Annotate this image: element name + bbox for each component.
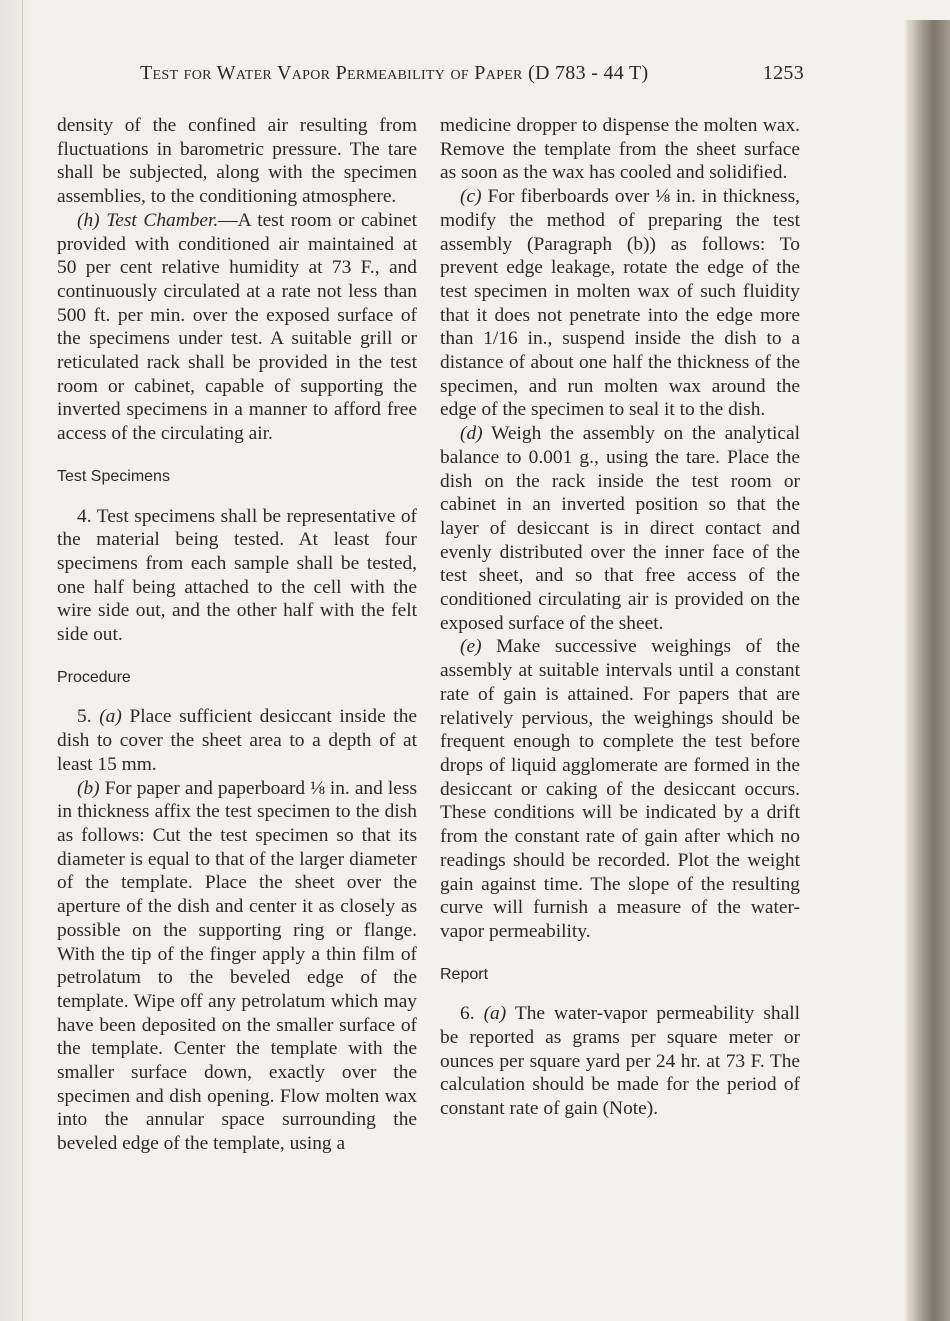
paragraph-6a <box>440 1002 800 1121</box>
paragraph-h-text: —A test room or cabinet provided with conditioned air maintained at 50 per cent relative humidity at 73 F., and continuously circulated at a rate not less than 500 ft. per min. over the exposed surface of the specimens under test. A suitable grill or reticulated rack shall be provided in the test room or cabinet, capable of supporting the inverted specimens in a manner to afford free access of the circulating air. <box>57 209 417 445</box>
paragraph-5b-text: For paper and paperboard ⅛ in. and less in thickness affix the test specimen to the dish as follows: Cut the test specimen so that its diameter is equal to that of the larger diameter of the template. Place the sheet over the aperture of the dish and center it as closely as possible on the supporting ring or flange. With the tip of the finger apply a thin film of petrolatum to the beveled edge of the template. Wipe off any petrolatum which may have been deposited on the smaller surface of the template. Center the template with the smaller surface down, exactly over the specimen and dish opening. Flow molten wax into the annular space surrounding the beveled edge of the template, using a <box>57 777 417 1155</box>
paragraph-h-label: (h) <box>77 209 100 231</box>
left-column <box>57 114 417 1156</box>
paragraph-6a-text: The water-vapor permeability shall be reported as grams per square meter or ounces per square yard per 24 hr. at 73 F. The calculation should be made for the period of constant rate of gain (Note). <box>440 1003 801 1120</box>
paragraph-d-text: Weigh the assembly on the analytical balance to 0.001 g., using the tare. Place the dish on the rack inside the test room or cabinet in an inverted position so that the layer of desiccant is in direct contact and evenly distributed over the inner face of the test sheet, and so that free access of the conditioned circulating air is provided on the exposed surface of the sheet. <box>440 423 800 634</box>
paragraph-d-label: (d) <box>460 423 483 445</box>
paragraph-d <box>440 422 800 635</box>
paragraph-5a-label: (a) <box>99 706 122 728</box>
paragraph-5a-text: Place sufficient desiccant inside the dish to cover the sheet area to a depth of at least 15 mm. <box>57 706 417 775</box>
paragraph-c <box>440 185 800 422</box>
paragraph-e-label: (e) <box>460 636 482 658</box>
heading-test-specimens: Test Specimens <box>57 467 170 485</box>
right-column <box>440 114 800 1121</box>
paragraph-5a-number: 5. <box>77 706 92 728</box>
paragraph-continued: density of the confined air resulting from fluctuations in barometric pressure. The tare shall be subjected, along with the specimen assemblies, to the conditioning atmosphere. <box>57 115 417 208</box>
paragraph-h <box>57 209 417 446</box>
heading-report: Report <box>440 965 489 983</box>
paragraph-c-label: (c) <box>460 186 482 208</box>
paragraph-4: 4. Test specimens shall be representative of the material being tested. At least four specimens from each sample shall be tested, one half being attached to the cell with the wire side out, and the other half with the felt side out. <box>57 505 417 646</box>
book-edge <box>910 20 950 1321</box>
paragraph-5b <box>57 777 417 1156</box>
paragraph-5a <box>57 705 417 776</box>
page-binding-shadow <box>0 0 34 1321</box>
paragraph-e-text: Make successive weighings of the assembly at suitable intervals until a constant rate of gain is attained. For papers that are relatively pervious, the weighings should be frequent enough to complete the test before drops of liquid agglomerate are formed in the desiccant or caking of the desiccant occurs. These conditions will be indicated by a drift from the constant rate of gain after which no readings should be recorded. Plot the weight gain against time. The slope of the resulting curve will furnish a measure of the water-vapor permeability. <box>440 636 800 942</box>
paragraph-6a-number: 6. <box>460 1003 475 1025</box>
paragraph-e <box>440 635 800 943</box>
heading-procedure: Procedure <box>57 668 131 686</box>
running-header <box>140 62 804 85</box>
paragraph-6a-label: (a) <box>483 1003 507 1025</box>
paragraph-h-title: Test Chamber. <box>106 209 219 231</box>
paragraph-continued-right: medicine dropper to dispense the molten wax. Remove the template from the sheet surface as soon as the wax has cooled and solidified. <box>440 115 800 184</box>
paragraph-5b-label: (b) <box>77 777 100 799</box>
header-title: Test for Water Vapor Permeability of Paper (D 783 - 44 T) <box>140 62 649 84</box>
page-number: 1253 <box>762 62 804 84</box>
paragraph-c-text: For fiberboards over ⅛ in. in thickness, modify the method of preparing the test assembly (Paragraph (b)) as follows: To prevent edge leakage, rotate the edge of the test specimen in molten wax of such fluidity that it does not penetrate into the edge more than 1/16 in., suspend inside the dish to a distance of about one half the thickness of the specimen, and run molten wax around the edge of the specimen to seal it to the dish. <box>440 186 800 421</box>
